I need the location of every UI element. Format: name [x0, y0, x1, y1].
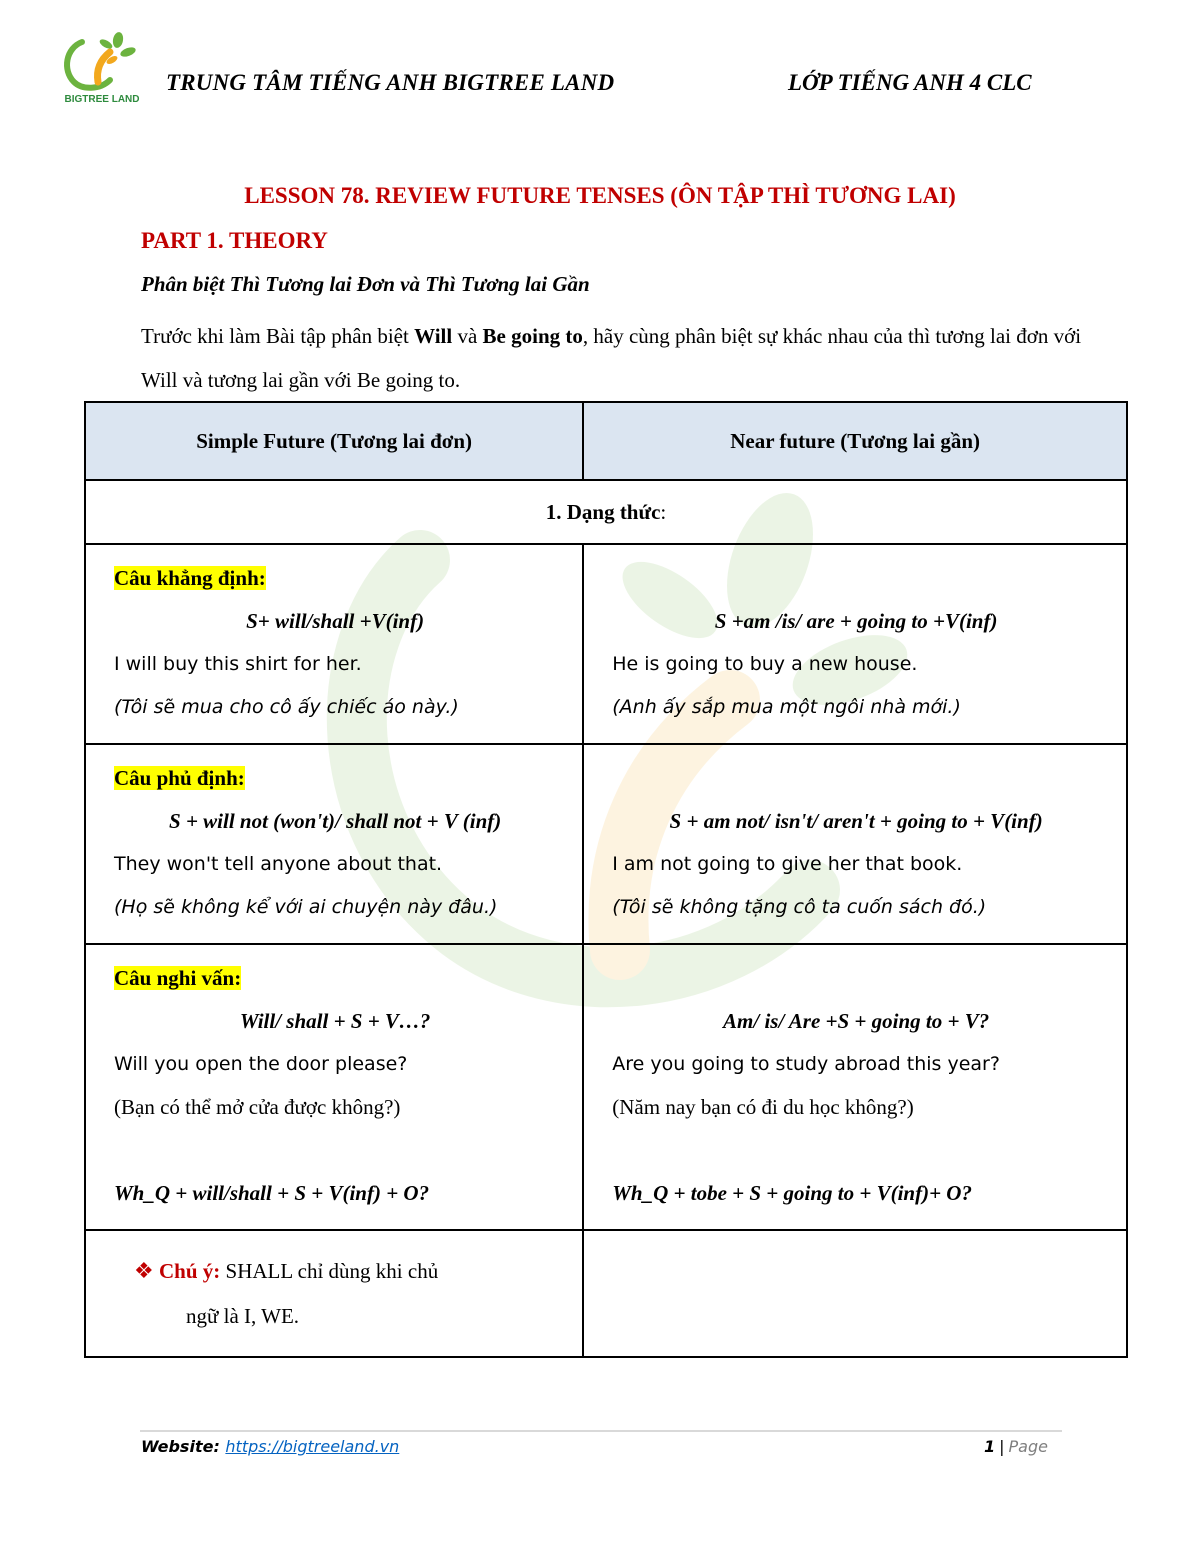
part-title: PART 1. THEORY: [141, 228, 328, 253]
page-indicator: [984, 1437, 1048, 1456]
formula-affirmative-near: S +am /is/ are + going to +V(inf): [714, 609, 998, 633]
translation-question-near: (Năm nay bạn có đi du học không?): [612, 1095, 914, 1119]
negative-label: Câu phủ định:: [114, 766, 245, 790]
intro-paragraph: [141, 314, 1101, 402]
table-row-note: [85, 1230, 1127, 1357]
example-affirmative-near: He is going to buy a new house.: [612, 653, 918, 675]
table-row-negative: [85, 744, 1127, 944]
translation-negative-near: (Tôi sẽ không tặng cô ta cuốn sách đó.): [612, 896, 987, 918]
formula-question-near: Am/ is/ Are +S + going to + V?: [723, 1009, 990, 1033]
center-name: TRUNG TÂM TIẾNG ANH BIGTREE LAND: [166, 70, 615, 95]
question-label: Câu nghi vấn:: [114, 966, 242, 990]
website-label: Website:: [141, 1437, 226, 1456]
cell-negative-simple: [85, 744, 583, 944]
translation-negative-simple: (Họ sẽ không kể với ai chuyện này đâu.): [114, 896, 498, 918]
class-name: LỚP TIẾNG ANH 4 CLC: [788, 70, 1032, 95]
website-link[interactable]: https://bigtreeland.vn: [225, 1437, 400, 1456]
intro-text-2: và: [452, 324, 483, 348]
intro-text-3: , hãy cùng phân biệt sự khác nhau của thì tương lai đơn với Will và tương lai gần với Be going to.: [141, 324, 1082, 392]
footer-divider: [140, 1430, 1062, 1432]
translation-affirmative-simple: (Tôi sẽ mua cho cô ấy chiếc áo này.): [114, 696, 459, 718]
col-header-near-future: Near future (Tương lai gần): [583, 402, 1127, 480]
footer-website: [141, 1437, 399, 1456]
section-colon: :: [660, 499, 667, 524]
cell-affirmative-simple: [85, 544, 583, 744]
example-affirmative-simple: I will buy this shirt for her.: [114, 653, 362, 675]
note-text-1: SHALL chỉ dùng khi chủ: [220, 1259, 439, 1283]
col-header-simple-future: Simple Future (Tương lai đơn): [85, 402, 583, 480]
bigtree-land-logo: [52, 30, 152, 106]
cell-question-near: [583, 944, 1127, 1230]
empty-note-cell: [583, 1230, 1127, 1357]
cell-negative-near: [583, 744, 1127, 944]
section-title: 1. Dạng thức: [545, 499, 661, 524]
example-negative-simple: They won't tell anyone about that.: [114, 853, 443, 875]
subheading: Phân biệt Thì Tương lai Đơn và Thì Tương lai Gần: [141, 272, 590, 296]
logo-text: BIGTREE LAND: [64, 94, 140, 105]
wh-formula-near: Wh_Q + tobe + S + going to + V(inf)+ O?: [612, 1181, 972, 1205]
example-question-near: Are you going to study abroad this year?: [612, 1053, 1000, 1075]
formula-negative-near: S + am not/ isn't/ aren't + going to + V(inf): [669, 809, 1043, 833]
table-header-row: [85, 402, 1127, 480]
intro-bold-be-going-to: Be going to: [482, 324, 583, 348]
page-number: 1: [984, 1437, 996, 1456]
intro-bold-will: Will: [414, 324, 453, 348]
grammar-table: [84, 401, 1128, 1358]
formula-negative-simple: S + will not (won't)/ shall not + V (inf): [169, 809, 502, 833]
note-label: Chú ý:: [158, 1259, 221, 1283]
example-question-simple: Will you open the door please?: [114, 1053, 408, 1075]
intro-text-1: Trước khi làm Bài tập phân biệt: [141, 324, 415, 348]
affirmative-label: Câu khẳng định:: [114, 566, 266, 590]
table-row-affirmative: [85, 544, 1127, 744]
cell-question-simple: [85, 944, 583, 1230]
note-text-2: ngữ là I, WE.: [186, 1304, 300, 1328]
diamond-bullet-icon: ❖: [134, 1259, 154, 1284]
section-title-cell: [85, 480, 1127, 544]
lesson-title: LESSON 78. REVIEW FUTURE TENSES (ÔN TẬP THÌ TƯƠNG LAI): [244, 183, 956, 208]
translation-affirmative-near: (Anh ấy sắp mua một ngôi nhà mới.): [612, 696, 961, 718]
cell-affirmative-near: [583, 544, 1127, 744]
page-separator: |: [999, 1437, 1005, 1456]
note-cell: [85, 1230, 583, 1357]
wh-formula-simple: Wh_Q + will/shall + S + V(inf) + O?: [114, 1181, 430, 1205]
section-row: [85, 480, 1127, 544]
page-word: Page: [1008, 1437, 1048, 1456]
table-row-question: [85, 944, 1127, 1230]
formula-question-simple: Will/ shall + S + V…?: [239, 1009, 431, 1033]
formula-affirmative-simple: S+ will/shall +V(inf): [246, 609, 425, 633]
translation-question-simple: (Bạn có thể mở cửa được không?): [114, 1095, 401, 1119]
example-negative-near: I am not going to give her that book.: [612, 853, 963, 875]
